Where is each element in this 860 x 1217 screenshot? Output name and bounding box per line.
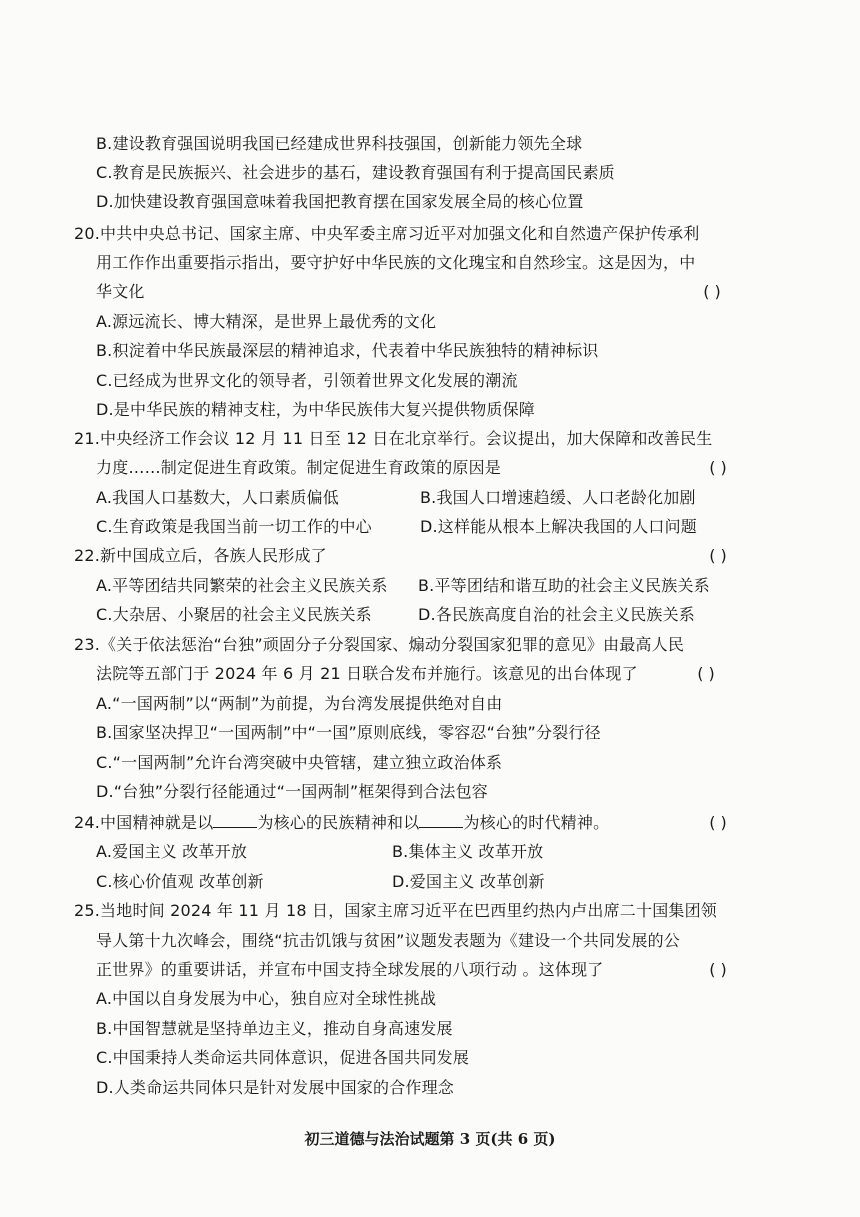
q21-option-a: A.我国人口基数大，人口素质偏低 <box>96 488 339 507</box>
q24-option-d: D.爱国主义 改革创新 <box>392 872 545 891</box>
q22-option-a: A.平等团结共同繁荣的社会主义民族关系 <box>96 576 388 595</box>
q19-option-c: C.教育是民族振兴、社会进步的基石，建设教育强国有利于提高国民素质 <box>96 163 615 182</box>
q25-stem-line2: 导人第十九次峰会，围绕“抗击饥饿与贫困”议题发表题为《建设一个共同发展的公 <box>96 931 680 950</box>
q20-stem-line3: 华文化 <box>96 282 145 301</box>
q20-option-c: C.已经成为世界文化的领导者，引领着世界文化发展的潮流 <box>96 371 518 390</box>
q23-stem-line2: 法院等五部门于 2024 年 6 月 21 日联合发布并施行。该意见的出台体现了 <box>96 664 638 683</box>
q22-option-c: C.大杂居、小聚居的社会主义民族关系 <box>96 605 372 624</box>
q25-option-d: D.人类命运共同体只是针对发展中国家的合作理念 <box>96 1078 455 1097</box>
q23-option-a: A.“一国两制”以“两制”为前提，为台湾发展提供绝对自由 <box>96 694 503 713</box>
q22-option-d: D.各民族高度自治的社会主义民族关系 <box>418 605 696 624</box>
q21-stem-line1: 21.中央经济工作会议 12 月 11 日至 12 日在北京举行。会议提出，加大保障和改善民生 <box>74 429 713 448</box>
q25-option-c: C.中国秉持人类命运共同体意识，促进各国共同发展 <box>96 1048 470 1067</box>
q21-option-d: D.这样能从根本上解决我国的人口问题 <box>420 517 698 536</box>
q21-answer-blank: ( ) <box>709 458 727 477</box>
q24-stem-part3: 为核心的时代精神。 <box>463 813 610 832</box>
q24-stem-part2: 为核心的民族精神和以 <box>257 813 420 832</box>
q25-answer-blank: ( ) <box>709 960 727 979</box>
q24-option-c: C.核心价值观 改革创新 <box>96 872 264 891</box>
q25-option-b: B.中国智慧就是坚持单边主义，推动自身高速发展 <box>96 1019 453 1038</box>
q22-stem: 22.新中国成立后，各族人民形成了 <box>74 546 327 565</box>
q23-stem-line1: 23.《关于依法惩治“台独”顽固分子分裂国家、煽动分裂国家犯罪的意见》由最高人民 <box>74 635 685 654</box>
q24-stem-part1: 24.中国精神就是以 <box>74 813 214 832</box>
q20-stem-line2: 用工作作出重要指示指出，要守护好中华民族的文化瑰宝和自然珍宝。这是因为，中 <box>96 253 696 272</box>
q23-option-b: B.国家坚决捍卫“一国两制”中“一国”原则底线，零容忍“台独”分裂行径 <box>96 723 601 742</box>
q24-stem <box>74 812 609 834</box>
q23-answer-blank: ( ) <box>697 664 715 683</box>
q25-stem-line1: 25.当地时间 2024 年 11 月 18 日，国家主席习近平在巴西里约热内卢出席二十国集团领 <box>74 901 717 920</box>
q22-answer-blank: ( ) <box>709 546 727 565</box>
q20-option-a: A.源远流长、博大精深，是世界上最优秀的文化 <box>96 312 437 331</box>
q21-stem-line2: 力度……制定促进生育政策。制定促进生育政策的原因是 <box>96 458 502 477</box>
q21-option-b: B.我国人口增速趋缓、人口老龄化加剧 <box>420 488 696 507</box>
q25-stem-line3: 正世界》的重要讲话，并宣布中国支持全球发展的八项行动 。这体现了 <box>96 960 604 979</box>
q20-option-d: D.是中华民族的精神支柱，为中华民族伟大复兴提供物质保障 <box>96 400 536 419</box>
q20-option-b: B.积淀着中华民族最深层的精神追求，代表着中华民族独特的精神标识 <box>96 341 599 360</box>
q19-option-b: B.建设教育强国说明我国已经建成世界科技强国，创新能力领先全球 <box>96 134 583 153</box>
q19-option-d: D.加快建设教育强国意味着我国把教育摆在国家发展全局的核心位置 <box>96 192 584 211</box>
q24-option-b: B.集体主义 改革开放 <box>392 842 544 861</box>
page-footer: 初三道德与法治试题第 3 页(共 6 页) <box>304 1130 556 1148</box>
q24-answer-blank: ( ) <box>709 813 727 832</box>
q24-fill-blank-2 <box>419 812 463 828</box>
q24-fill-blank-1 <box>213 812 257 828</box>
q23-option-d: D.“台独”分裂行径能通过“一国两制”框架得到合法包容 <box>96 782 488 801</box>
q24-option-a: A.爱国主义 改革开放 <box>96 842 248 861</box>
q22-option-b: B.平等团结和谐互助的社会主义民族关系 <box>418 576 710 595</box>
q21-option-c: C.生育政策是我国当前一切工作的中心 <box>96 517 372 536</box>
q23-option-c: C.“一国两制”允许台湾突破中央管辖，建立独立政治体系 <box>96 753 503 772</box>
q20-answer-blank: ( ) <box>703 282 721 301</box>
q20-stem-line1: 20.中共中央总书记、国家主席、中央军委主席习近平对加强文化和自然遗产保护传承利 <box>74 224 700 243</box>
q25-option-a: A.中国以自身发展为中心，独自应对全球性挑战 <box>96 989 437 1008</box>
